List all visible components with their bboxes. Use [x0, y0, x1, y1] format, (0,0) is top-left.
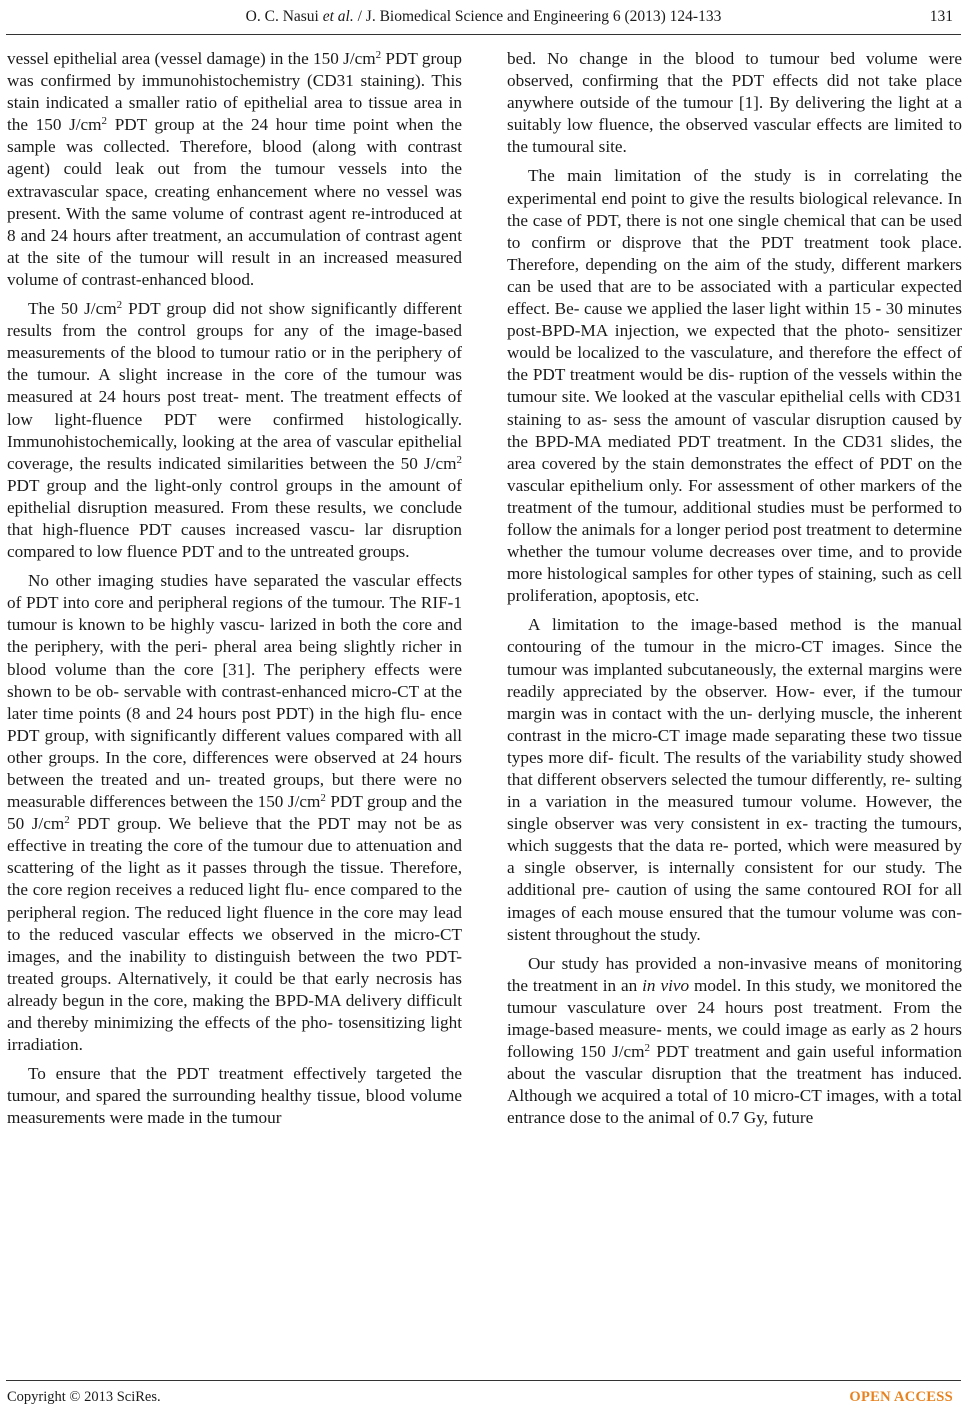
copyright-notice: Copyright © 2013 SciRes.: [7, 1389, 161, 1405]
left-column: [7, 48, 462, 1137]
open-access-label: OPEN ACCESS: [849, 1389, 953, 1405]
paragraph: Our study has provided a non-invasive means of monitoring the treatment in an in vivo model. In this study, we monitored the tumour vasculature over 24 hours post treatment. From the image-based measure- ments, we could image as early as 2 hours following 150 $J/cm^2$ PDT treatment and gain useful information about the vascular disruption that the treatment has induced. Although we acquired a total of 10 micro-CT images, with a total entrance dose to the animal of 0.7 Gy, future: [507, 953, 962, 1128]
header-journal: / J. Biomedical Science and Engineering 6 (2013) 124-133: [353, 8, 722, 25]
page-number: 131: [929, 8, 953, 25]
header-author: O. C. Nasui: [245, 8, 319, 25]
header-rule: [6, 34, 961, 35]
paragraph: A limitation to the image-based method is the manual contouring of the tumour in the micro-CT images. Since the tumour was implanted subcutaneously, the external margins were readily appreciated by the observer. How- ever, if the tumour margin was in contact with the un- derlying muscle, the inherent contrast in the micro-CT image made separating these two tissue types more dif- ficult. The results of the variability study showed that different observers selected the tumour differently, re- sulting in a variation in the measured tumour volume. However, the single observer was very consistent in ex- tracting the tumours, which suggests that the data re- ported, which were measured by a single observer, is internally consistent for our study. The additional pre- caution of using the same contoured ROI for all images of each mouse ensured that the tumour volume was con- sistent throughout the study.: [507, 615, 962, 944]
running-header: [0, 8, 967, 30]
paragraph: vessel epithelial area (vessel damage) in the 150 $J/cm^2$ PDT group was confirmed by immunohistochemistry (CD31 staining). This stain indicated a smaller ratio of epithelial area to tissue area in the 150 $J/cm^2$ PDT group at the 24 hour time point when the sample was collected. Therefore, blood (along with contrast agent) could leak out from the tumour vessels into the extravascular space, creating enhancement where no vessel was present. With the same volume of contrast agent re-introduced at 8 and 24 hours after treatment, an accumulation of contrast agent at the site of the tumour will result in an increased measured volume of contrast-enhanced blood.: [7, 49, 462, 289]
paragraph: To ensure that the PDT treatment effectively targeted the tumour, and spared the surrounding healthy tissue, blood volume measurements were made in the tumour: [7, 1064, 462, 1128]
right-column: [507, 48, 962, 1137]
header-citation: [0, 8, 967, 26]
footer-rule: [6, 1380, 961, 1381]
paragraph: bed. No change in the blood to tumour bed volume were observed, confirming that the PDT effects did not take place anywhere outside of the tumour [1]. By delivering the light at a suitably low fluence, the observed vascular effects are limited to the tumoural site.: [507, 49, 962, 157]
header-etal: et al.: [322, 8, 354, 25]
paragraph: The 50 $J/cm^2$ PDT group did not show significantly different results from the control groups for any of the image-based measurements of the blood to tumour ratio or in the periphery of the tumour. A slight increase in the core of the tumour was measured at 24 hours post treat- ment. The treatment effects of low light-fluence PDT were confirmed histologically. Immunohistochemically, looking at the area of vascular epithelial coverage, the results indicated similarities between the 50 $J/cm^2$ PDT group and the light-only control groups in the amount of epithelial disruption measured. From these results, we conclude that high-fluence PDT causes increased vascu- lar disruption compared to low fluence PDT and to the untreated groups.: [7, 299, 463, 562]
paragraph: The main limitation of the study is in correlating the experimental end point to give the results biological relevance. In the case of PDT, there is not one single chemical that can be used to confirm or disprove that the PDT treatment took place. Therefore, depending on the aim of the study, different markers can be used that are to be associated with a particular expected effect. Be- cause we applied the laser light within 15 - 30 minutes post-BPD-MA injection, we expected that the photo- sensitizer would be localized to the vasculature, and therefore the effect of the PDT treatment would be dis- ruption of the vessels within the tumour site. We looked at the vascular epithelial cells with CD31 staining to as- sess the amount of vascular disruption caused by the BPD-MA mediated PDT treatment. In the CD31 slides, the area covered by the stain demonstrates the effect of PDT on the vascular epithelium only. For assessment of other markers of the treatment of the tumour, additional studies must be performed to follow the animals for a longer period post treatment to determine whether the tumour volume decreases over time, and to provide more histological samples for other types of staining, such as cell proliferation, apoptosis, etc.: [507, 166, 962, 606]
paragraph: No other imaging studies have separated the vascular effects of PDT into core and peripheral regions of the tumour. The RIF-1 tumour is known to be highly vascu- larized in both the core and the periphery, with the peri- pheral area being slightly richer in blood volume than the core [31]. The periphery effects were shown to be ob- servable with contrast-enhanced micro-CT at the later time points (8 and 24 hours post PDT) in the high flu- ence PDT group, with significantly different values compared with all other groups. In the core, differences were observed at 24 hours between the treated and un- treated groups, but there were no measurable differences between the 150 $J/cm^2$ PDT group and the 50 $J/cm^2$ PDT group. We believe that the PDT may not be as effective in treating the core of the tumour due to attenuation and scattering of the light as it passes through the tissue. Therefore, the core region receives a reduced light flu- ence compared to the peripheral region. The reduced light fluence in the core may lead to the reduced vascular effects we observed in the micro-CT images, and the inability to distinguish between the two PDT-treated groups. Alternatively, it could be that early necrosis has already begun in the core, making the BPD-MA delivery difficult and thereby minimizing the effects of the pho- tosensitizing light irradiation.: [7, 571, 462, 1055]
page-footer: [0, 1380, 967, 1406]
